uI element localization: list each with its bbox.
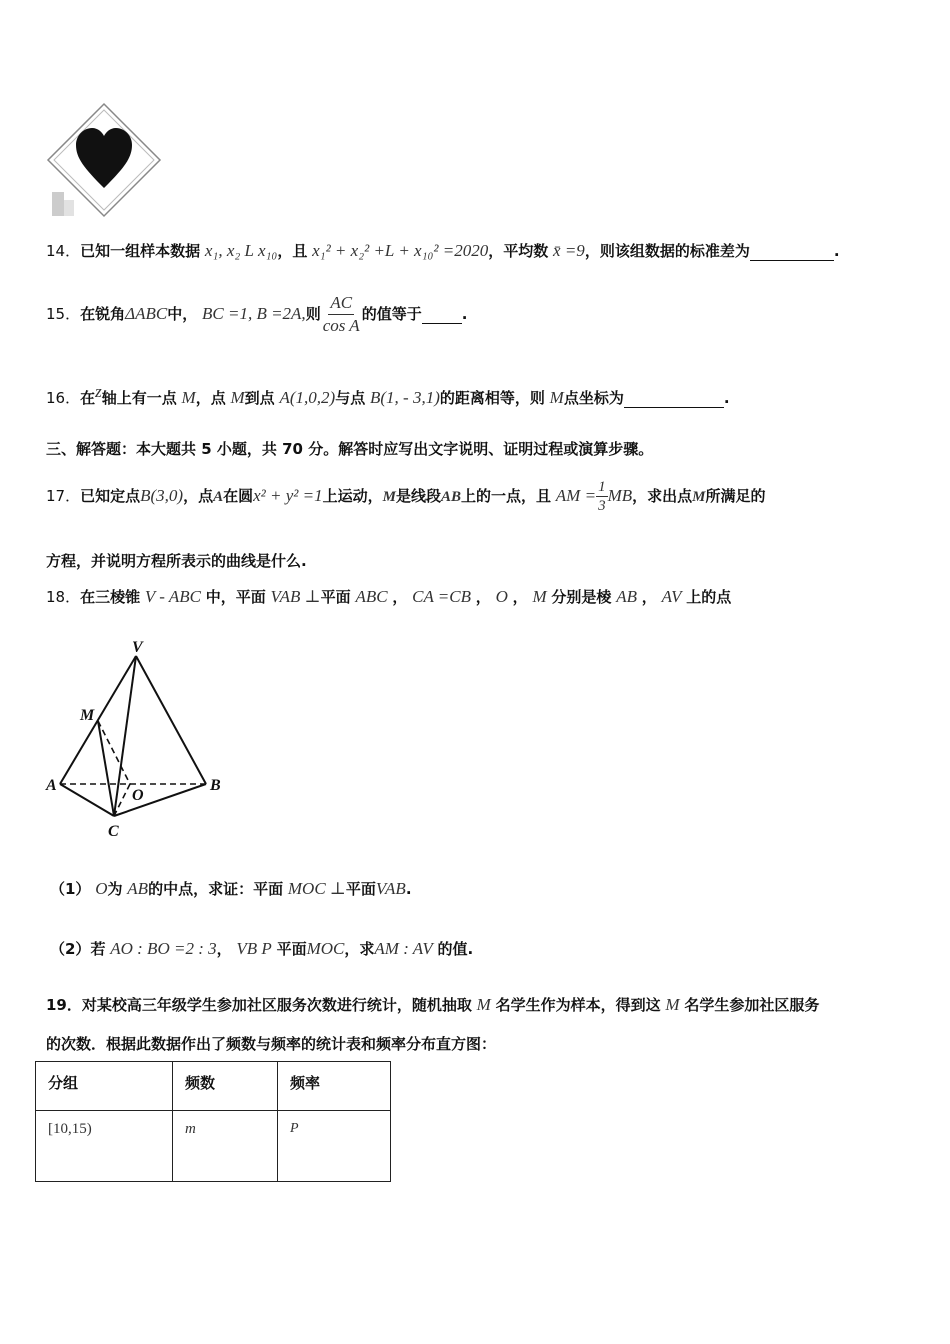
- q14-answer-blank[interactable]: [750, 242, 834, 261]
- q18-part-1: [50, 878, 412, 899]
- label-C: C: [108, 823, 119, 840]
- q18-AV: AV: [661, 587, 682, 606]
- q17-text-6: 上的一点，且: [461, 487, 552, 505]
- q14-text-1: 已知一组样本数据: [80, 242, 201, 260]
- q17-line-2: 方程，并说明方程所表示的曲线是什么.: [46, 552, 307, 570]
- q15-text-1: 在锐角: [80, 305, 126, 323]
- q18-comma-1: ，: [392, 588, 408, 606]
- question-17: [46, 478, 766, 515]
- q19-M2: M: [665, 995, 680, 1014]
- q14-end: .: [833, 242, 840, 260]
- q18-p1-end: .: [405, 880, 412, 898]
- q19-line-2: 的次数．根据此数据作出了频数与频率的统计表和频率分布直方图：: [46, 1035, 497, 1053]
- q15-condition: BC =1, B =2A,: [202, 304, 306, 323]
- q19-line1-a: 19．对某校高三年级学生参加社区服务次数进行统计，随机抽取: [46, 996, 472, 1014]
- q17-A: A: [213, 489, 224, 505]
- table-header-group: 分组: [36, 1062, 173, 1111]
- q18-O: O: [495, 587, 508, 606]
- q16-text-3: ，点: [195, 389, 226, 407]
- question-16: [46, 382, 730, 408]
- q18-vab: VAB ⊥: [270, 587, 321, 606]
- q14-text-3: ，平均数: [488, 242, 549, 260]
- question-19: [46, 994, 819, 1015]
- label-M: M: [80, 707, 95, 724]
- section-3-heading: 三、解答题：本大题共 5 小题，共 70 分。解答时应写出文字说明、证明过程或演算步骤。: [46, 440, 654, 458]
- q17-text-8: 所满足的: [705, 487, 766, 505]
- edge-AC: [60, 784, 114, 816]
- q16-text-5: 与点: [335, 389, 366, 407]
- q18-p1-vab: VAB: [375, 879, 406, 898]
- pyramid-svg: [40, 636, 240, 846]
- q16-point-A: A(1,0,2): [279, 388, 336, 407]
- question-15: [46, 292, 467, 337]
- q18-p2-text-1: 若: [90, 940, 106, 958]
- q14-data: x₁, x₂ L x₁₀: [204, 241, 278, 260]
- q18-p2-vb: VB P: [236, 939, 272, 958]
- edge-VB: [136, 656, 206, 784]
- q18-part-2: [50, 938, 473, 959]
- q18-text-2: 中，平面: [205, 588, 266, 606]
- q16-M2: M: [230, 388, 245, 407]
- q15-answer-blank[interactable]: [422, 305, 462, 324]
- q17-text-2: ，点: [183, 487, 214, 505]
- q18-comma-2: ，: [475, 588, 491, 606]
- q16-text-4: 到点: [244, 389, 275, 407]
- table-cell-frequency: P: [278, 1111, 391, 1182]
- q18-ca-cb: CA =CB: [412, 587, 472, 606]
- q17-text-4: 上运动，: [322, 487, 383, 505]
- q18-p1-number: （1）: [50, 880, 91, 898]
- q18-p2-text-4: 的值.: [437, 940, 474, 958]
- question-18: [46, 586, 731, 607]
- q17-text-7: ，求出点: [632, 487, 693, 505]
- q17-M2: M: [692, 489, 706, 505]
- q14-mean: x̄ =9: [553, 241, 585, 260]
- frequency-table: [35, 1061, 391, 1182]
- q16-point-B: B(1, - 3,1): [369, 388, 440, 407]
- q18-p1-moc: MOC ⊥: [287, 879, 346, 898]
- q15-text-2: 中，: [167, 305, 198, 323]
- q17-text-5: 是线段: [395, 487, 441, 505]
- q16-text-7: 点坐标为: [563, 389, 624, 407]
- q18-AB: AB: [616, 587, 637, 606]
- q15-text-4: 的值等于: [361, 305, 422, 323]
- q18-p1-O: O: [95, 879, 108, 898]
- q18-text-4: 分别是棱: [551, 588, 612, 606]
- q18-text-1: 在三棱锥: [80, 588, 141, 606]
- table-cell-count: m: [173, 1111, 278, 1182]
- q17-circle: x² + y² =1: [253, 486, 323, 505]
- heart-logo: [44, 100, 164, 220]
- q17-text-3: 在圆: [223, 487, 254, 505]
- segment-MC: [98, 721, 114, 816]
- q18-text-5: 上的点: [686, 588, 732, 606]
- q18-p2-ratio2: AM : AV: [374, 939, 433, 958]
- q18-number: 18．: [46, 588, 81, 606]
- q17-AB: AB: [440, 489, 461, 505]
- label-A: A: [46, 777, 57, 794]
- q17-point-B: B(3,0): [140, 486, 184, 505]
- question-14: [46, 240, 840, 261]
- q18-p1-AB: AB: [127, 879, 149, 898]
- q15-triangle: ΔABC: [125, 304, 168, 323]
- table-row: [36, 1111, 391, 1182]
- q19-line1-c: 名学生参加社区服务: [684, 996, 820, 1014]
- q16-z: z: [95, 382, 102, 401]
- table-cell-group: [10,15): [36, 1111, 173, 1182]
- q17-M: M: [382, 489, 396, 505]
- table-header-frequency: 频率: [278, 1062, 391, 1111]
- q15-fraction: [321, 292, 362, 337]
- table-header-count: 频数: [173, 1062, 278, 1111]
- q15-frac-den: cos A: [322, 316, 360, 335]
- q15-number: 15．: [46, 305, 81, 323]
- q16-M1: M: [181, 388, 196, 407]
- q18-comma-4: ，: [641, 588, 657, 606]
- q18-pyramid: V - ABC: [144, 587, 201, 606]
- q16-number: 16．: [46, 389, 81, 407]
- q18-abc: ABC: [355, 587, 388, 606]
- label-O: O: [132, 787, 144, 804]
- q15-end: .: [461, 305, 468, 323]
- q16-M3: M: [549, 388, 564, 407]
- q16-text-6: 的距离相等，则: [439, 389, 545, 407]
- q18-M: M: [532, 587, 547, 606]
- q17-fraction: [596, 478, 608, 515]
- q18-p1-text-2: 的中点，求证：平面: [148, 880, 284, 898]
- table-header-row: [36, 1062, 391, 1111]
- q14-number: 14．: [46, 242, 81, 260]
- q18-p2-text-3: ，求: [344, 940, 375, 958]
- pyramid-diagram: [40, 636, 240, 846]
- q17-eq-right: MB: [607, 486, 633, 505]
- q14-sum-squares: x₁² + x₂² +L + x₁₀² =2020: [312, 241, 489, 260]
- q17-eq-left: AM =: [555, 486, 597, 505]
- q15-frac-num: AC: [328, 292, 354, 315]
- q16-text-1: 在: [80, 389, 96, 407]
- heart-diamond-image: [44, 100, 164, 220]
- q15-text-3: 则: [305, 305, 321, 323]
- q19-M1: M: [476, 995, 491, 1014]
- q18-p2-number: （2）: [50, 940, 91, 958]
- q16-text-2: 轴上有一点: [101, 389, 177, 407]
- q18-p2-text-2: 平面: [276, 940, 307, 958]
- q16-end: .: [723, 389, 730, 407]
- q18-text-3: 平面: [320, 588, 351, 606]
- q18-p1-text-1: 为: [107, 880, 123, 898]
- label-V: V: [132, 639, 143, 656]
- q18-p2-ratio: AO : BO =2 : 3: [110, 939, 217, 958]
- q16-answer-blank[interactable]: [624, 389, 724, 408]
- q18-comma-3: ，: [512, 588, 528, 606]
- q17-text-1: 已知定点: [80, 487, 141, 505]
- q18-p2-comma: ，: [216, 940, 232, 958]
- q17-number: 17．: [46, 487, 81, 505]
- q14-text-4: ，则该组数据的标准差为: [584, 242, 750, 260]
- edge-VA: [60, 656, 136, 784]
- q14-text-2: ，且: [277, 242, 308, 260]
- q17-frac-den: 3: [598, 498, 606, 514]
- q17-frac-num: 1: [598, 479, 606, 495]
- q18-p1-text-3: 平面: [345, 880, 376, 898]
- q18-p2-moc: MOC: [306, 939, 345, 958]
- label-B: B: [210, 777, 221, 794]
- q19-line1-b: 名学生作为样本，得到这: [495, 996, 661, 1014]
